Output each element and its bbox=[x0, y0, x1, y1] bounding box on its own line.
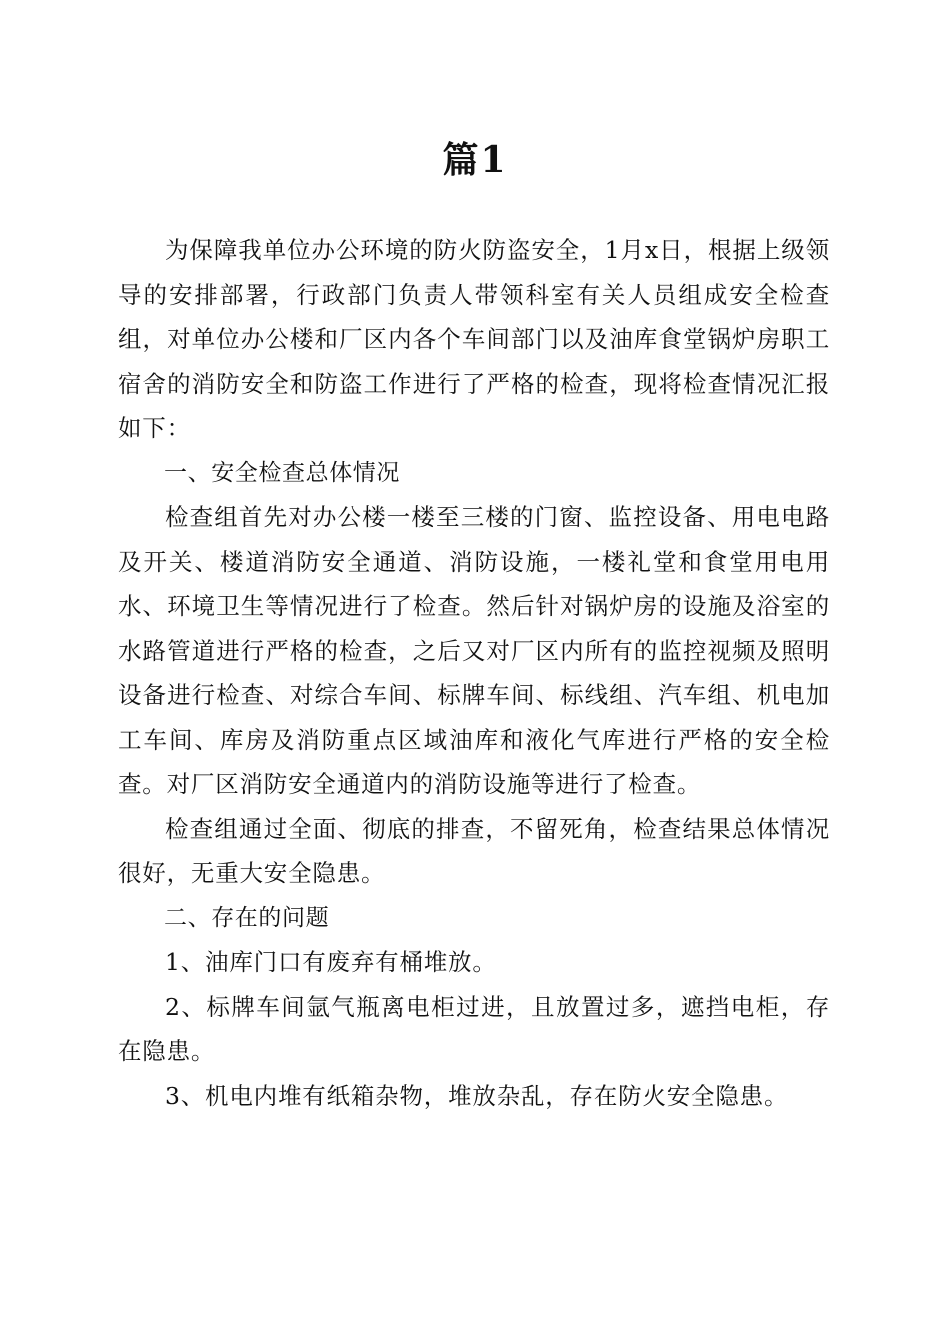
section-heading-overall: 一、安全检查总体情况 bbox=[164, 459, 400, 486]
problem-item-2: 2、标牌车间氩气瓶离电柜过进，且放置过多，遮挡电柜，存在隐患。 bbox=[118, 992, 830, 1065]
paragraph-inspection-result: 检查组通过全面、彻底的排查，不留死角，检查结果总体情况很好，无重大安全隐患。 bbox=[118, 814, 830, 887]
section-heading-problems: 二、存在的问题 bbox=[164, 904, 330, 931]
paragraph-inspection-scope: 检查组首先对办公楼一楼至三楼的门窗、监控设备、用电电路及开关、楼道消防安全通道、消防设施，一楼礼堂和食堂用电用水、环境卫生等情况进行了检查。然后针对锅炉房的设施及浴室的水路管道进行严格的检查，之后又对厂区内所有的监控视频及照明设备进行检查、对综合车间、标牌车间、标线组、汽车组、机电加工车间、库房及消防重点区域油库和液化气库进行严格的安全检查。对厂区消防安全通道内的消防设施等进行了检查。 bbox=[118, 503, 830, 798]
intro-paragraph: 为保障我单位办公环境的防火防盗安全，1月x日，根据上级领导的安排部署，行政部门负责人带领科室有关人员组成安全检查组，对单位办公楼和厂区内各个车间部门以及油库食堂锅炉房职工宿舍的消防安全和防盗工作进行了严格的检查，现将检查情况汇报如下： bbox=[118, 236, 830, 442]
problem-item-3: 3、机电内堆有纸箱杂物，堆放杂乱，存在防火安全隐患。 bbox=[165, 1081, 789, 1110]
document-body bbox=[118, 228, 830, 1118]
document-title: 篇1 bbox=[442, 139, 508, 181]
problem-item-1: 1、油库门口有废弃有桶堆放。 bbox=[165, 948, 497, 976]
